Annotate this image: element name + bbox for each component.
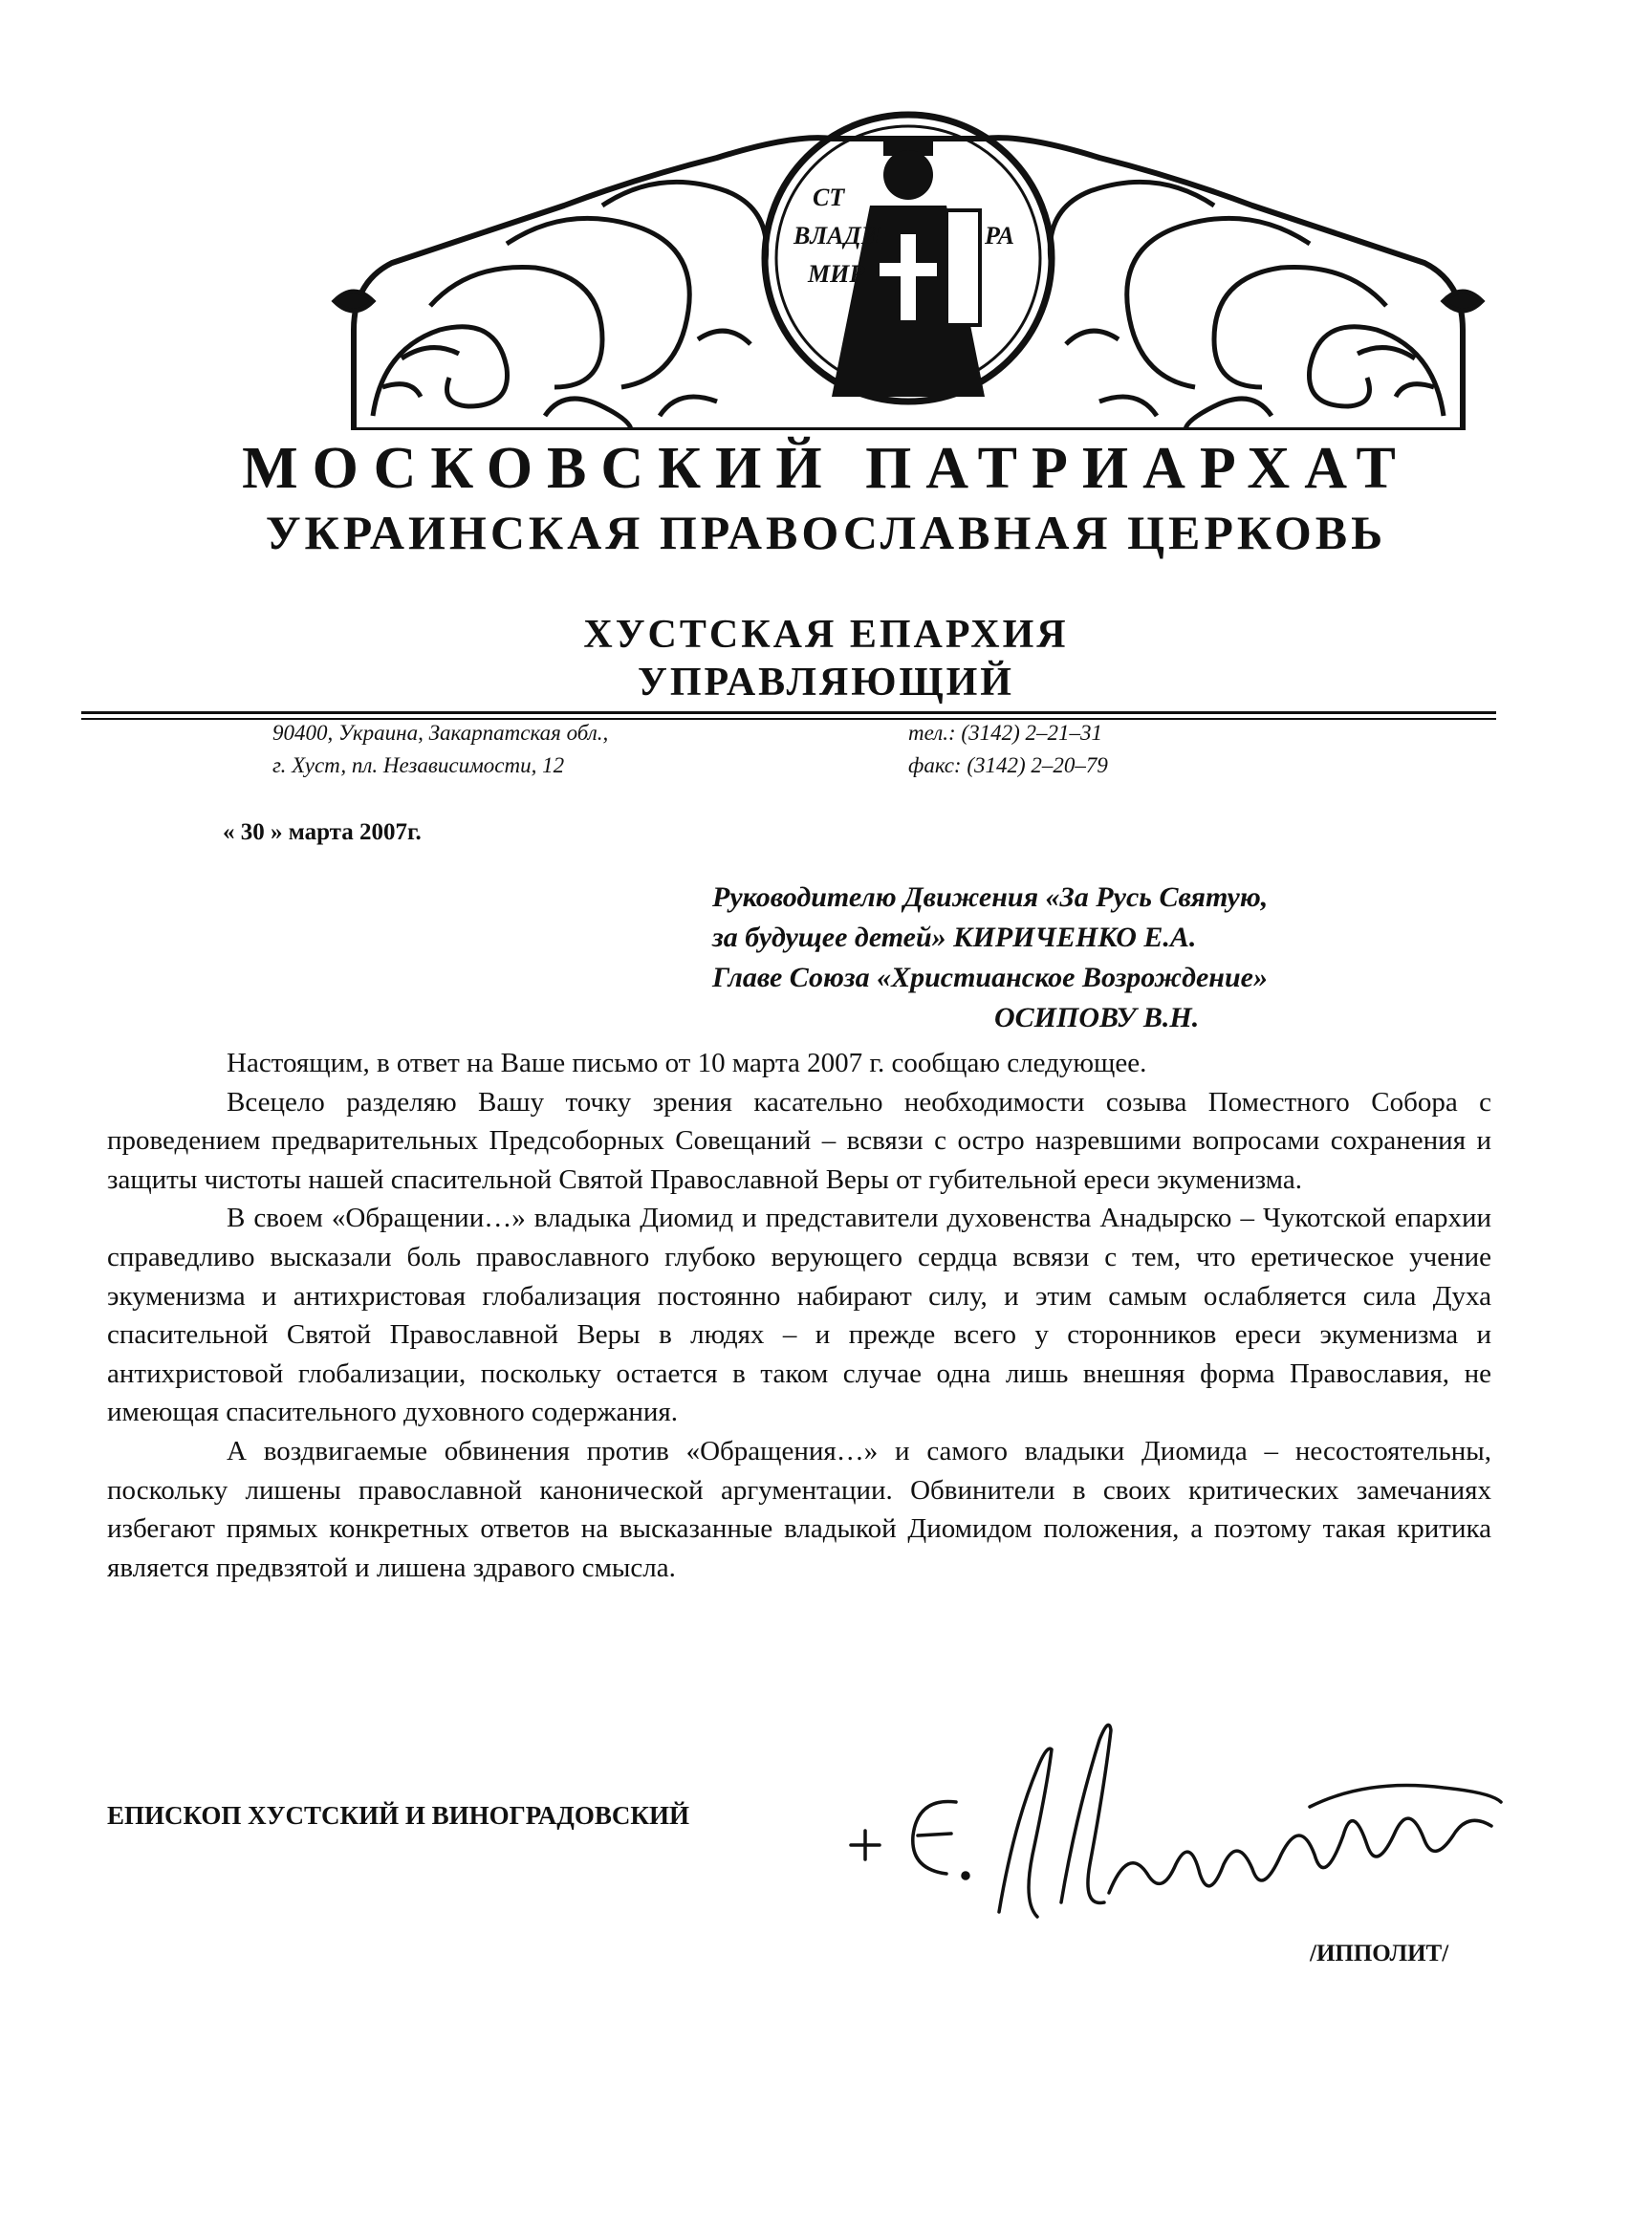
emblem-letters-1: СТ (813, 184, 845, 211)
org-title: МОСКОВСКИЙ ПАТРИАРХАТ (242, 436, 1410, 501)
fax-number: факс: (3142) 2–20–79 (908, 753, 1108, 777)
letter-body (107, 1044, 1491, 1587)
emblem-letters-3: МИР (808, 260, 865, 288)
address-line-2: г. Хуст, пл. Независимости, 12 (272, 753, 565, 777)
signature-text: +Е. Ипполит (832, 1711, 837, 1712)
body-paragraph-1: Настоящим, в ответ на Ваше письмо от 10 марта 2007 г. сообщаю следующее. (227, 1048, 1147, 1078)
header-divider (81, 711, 1496, 714)
letter-date: « 30 » марта 2007г. (223, 819, 422, 845)
addressee-line-1: Руководителю Движения «За Русь Святую, (712, 881, 1269, 913)
body-paragraph-2: Всецело разделяю Вашу точку зрения касательно необходимости созыва Поместного Собора с проведением предварительных Предсоборных Совещаний – всвязи с остро назревшими вопросами сохранения и защиты чистоты нашей спасительной Святой Православной Веры от губительной ереси экуменизма. (107, 1086, 1491, 1195)
addressee-line-4: ОСИПОВУ В.Н. (994, 1002, 1200, 1033)
phone-number: тел.: (3142) 2–21–31 (908, 721, 1103, 745)
signatory-name: /ИППОЛИТ/ (1310, 1941, 1449, 1966)
org-subtitle: УКРАИНСКАЯ ПРАВОСЛАВНАЯ ЦЕРКОВЬ (265, 506, 1387, 559)
body-paragraph-4: А воздвигаемые обвинения против «Обращения…» и самого владыки Диомида – несостоятельны, поскольку лишены православной канонической аргументации. Обвинители в своих критических замечаниях избегают прямых конкретных ответов на высказанные владыкой Диомидом положения, а поэтому такая критика является предвзятой и лишена здравого смысла. (107, 1435, 1491, 1583)
diocese-title: ХУСТСКАЯ ЕПАРХИЯ (583, 613, 1069, 657)
address-line-1: 90400, Украина, Закарпатская обл., (272, 721, 609, 745)
diocese-subtitle: УПРАВЛЯЮЩИЙ (638, 661, 1014, 705)
addressee-line-3: Главе Союза «Христианское Возрождение» (712, 962, 1268, 993)
handwritten-signature (832, 1711, 1520, 1931)
emblem-letters-4: РА (985, 222, 1014, 250)
body-paragraph-3: В своем «Обращении…» владыка Диомид и представители духовенства Анадырско – Чукотской епархии справедливо высказали боль православного глубоко верующего сердца всвязи с тем, что еретическое учение экуменизма и антихристовая глобализация постоянно набирают силу, и этим самым ослабляется сила Духа спасительной Святой Православной Веры в людях – и прежде всего у сторонников ереси экуменизма и антихристовой глобализации, поскольку остается в таком случае одна лишь внешняя форма Православия, не имеющая спасительного духовного содержания. (107, 1203, 1491, 1428)
ornamental-emblem-icon (315, 100, 1501, 430)
emblem-letters-2: ВЛАДИ (793, 222, 880, 250)
addressee-line-2: за будущее детей» КИРИЧЕНКО Е.А. (712, 922, 1197, 953)
signatory-title: ЕПИСКОП ХУСТСКИЙ И ВИНОГРАДОВСКИЙ (107, 1801, 689, 1830)
header-divider-thin (81, 718, 1496, 720)
